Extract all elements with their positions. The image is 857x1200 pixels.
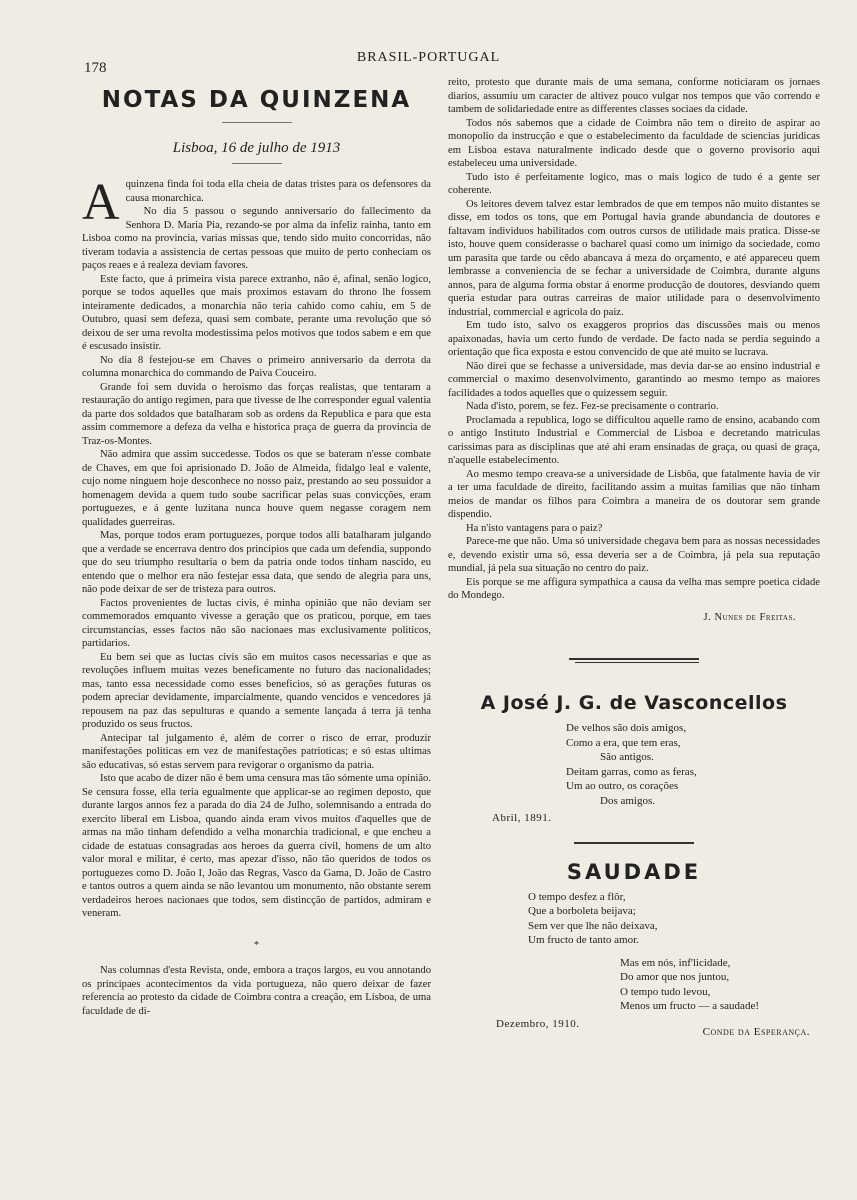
poem-line: São antigos. [600,751,654,763]
page-number: 178 [84,60,107,76]
left-column [82,82,431,1018]
article-signature: J. Nunes de Freitas. [703,611,796,623]
article-paragraph: Este facto, que á primeira vista parece extranho, não é, afinal, senão logico, porque se todos aquelles que mais proximos estavam do throno lhe fossem inteiramente dedicados, a monarchia não teria cahido como cahiu, em 5 de Outubro, quasi sem defeza, quasi sem combate, perante uma revolução que só deixou de ser uma revolta modestissima pelos motivos que todos sabem e em que é escusado insistir. [82,273,431,352]
dropcap: A [82,174,120,231]
poem-line: Do amor que nos juntou, [620,971,730,983]
article-paragraph: Parece-me que não. Uma só universidade chegava bem para as nossas necessidades e, devendo existir uma só, essa deveria ser a de Coimbra, já pela sua reputação mundial, já pela sua situação no centro do paiz. [448,536,820,574]
article-paragraph: Ha n'isto vantagens para o paiz? [466,522,603,534]
poem-line: O tempo desfez a flôr, [528,890,626,903]
poem-line: Deitam garras, como as feras, [566,765,697,778]
section-title: NOTAS DA QUINZENA [101,87,412,113]
article-paragraph: Eu bem sei que as luctas civis são em muitos casos necessarias e que as revoluções influem muitas vezes beneficamente no futuro das nacionalidades; mas, tanto essa necessidade como esses beneficios, só as gerações futuras os podem apreciar devidamente, imparcialmente, quando vencidos e vencedores já repousem na paz das sepulturas e quando a semente lançada á terra já tenha produzido os seus fructos. [82,651,431,730]
poem-line: Como a era, que tem eras, [566,736,681,749]
dateline: Lisboa, 16 de julho de 1913 [172,140,341,156]
article-paragraph: Grande foi sem duvida o heroismo das forças realistas, que tentaram a restauração do antigo regimen, para que tivesse de lhe corresponder egual valentia da parte dos soldados que batalharam sob as ordens da Republica e para que esta assim commemore a defeza da velha e historica praça de guerra da provincia de Traz-os-Montes. [82,381,431,447]
article-paragraph: Factos provenientes de luctas civis, é minha opinião que não deviam ser commemorados emquanto vivesse a geração que os praticou, porque, em taes circumstancias, esses factos não são nacionaes mas exclusivamente politicos, partidarios. [82,597,431,649]
article-paragraph: Nas columnas d'esta Revista, onde, embora a traços largos, eu vou annotando os principaes acontecimentos da vida portugueza, não quero deixar de fazer referencia ao protesto da cidade de Coimbra contra a creação, em Lisboa, de uma faculdade de di- [82,965,431,1017]
article-paragraph: reito, protesto que durante mais de uma semana, conforme noticiaram os jornaes diarios, assumiu um caracter de altivez pouco vulgar nos tempos que vão correndo e tambem de solidariedade entre as differentes classes sociaes da cidade. [448,77,820,115]
article-paragraph: Mas, porque todos eram portuguezes, porque todos alli batalharam julgando que a verdade se encerrava dentro dos principios que cada um defendia, suppondo que do seu triumpho resultaria o bem da patria onde todos tinham nascido, eu entendo que o melhor era não festejar essa data, que sendo de alegria para uns, não pode deixar de ser de tristeza para outros. [82,530,431,595]
right-column [448,76,820,1039]
poem-line: De velhos são dois amigos, [566,722,687,734]
article-paragraph: Nada d'isto, porem, se fez. Fez-se precisamente o contrario. [466,401,719,412]
poem-author: Conde da Esperança. [702,1025,810,1038]
poem-date: Abril, 1891. [492,812,552,824]
article-paragraph: Antecipar tal julgamento é, além de correr o risco de errar, produzir manifestações politicas em vez de manifestações patrioticas; e só estas ultimas são educativas, só estas servem para revigorar o organismo da patria. [82,732,431,771]
poem-title: SAUDADE [566,859,702,884]
article-paragraph [82,174,431,231]
poem-line: Mas em nós, inf'licidade, [620,956,731,969]
article-paragraph: Ao mesmo tempo creava-se a universidade de Lisbôa, que fatalmente havia de vir a ter uma faculdade de direito, facilitando assim a muitas familias que não tinham meios de mandar os filhos para Coimbra a maneira de os doutorar sem grande dispendio. [448,468,820,520]
article-paragraph: Eis porque se me affigura sympathica a causa da velha mas sempre poetica cidade do Mondego. [448,576,820,601]
poem-line: Um fructo de tanto amor. [528,934,639,946]
poem-2-stanza-1 [448,890,820,948]
poem-title: A José J. G. de Vasconcellos [480,692,788,714]
poem-footer [448,1018,820,1040]
article-paragraph: Em tudo isto, salvo os exaggeros proprios das discussões mais ou menos apaixonadas, havia um certo fundo de verdade. De facto nada se perdia seguindo a orientação que fica exposta e estou convencido de que até muito se lucrava. [448,320,820,358]
double-rule-divider [569,658,699,663]
paragraph-text: quinzena finda foi toda ella cheia de datas tristes para os defensores da causa monarchica. [125,179,431,204]
title-rule [222,122,292,123]
article-paragraph: Isto que acabo de dizer não é bem uma censura mas tão sómente uma opinião. Se censura fosse, ella teria egualmente que applicar-se ao regimen deposto, que durante largos annos fez a parada do dia 24 de Julho, solemnisando a entrada do exercito liberal em Lisboa, quando ainda eram vivos muitos d'aquelles que de armas na mão tinham defendido a velha monarchia tradicional, e que encheu a cidade de estatuas consagradas aos heroes da guerra civil, homens de um alto valor moral e militar, é certo, mas apezar d'isso, não tão queridos de todos os portuguezes como D. João I, João das Regras, Vasco da Gama, D. João de Castro e tantos outros a quem ainda se não levantou um monumento, não obstante serem verdadeiros heroes nacionaes que todos, sem distincção de partidos, admiram e veneram. [82,773,431,919]
poem-2-stanza-2 [448,956,820,1014]
article-paragraph: Proclamada a republica, logo se difficultou aquelle ramo de ensino, acabando com o antigo Instituto Industrial e Commercial de Lisboa e decretando matriculas carissimas para as disciplinas que até ahi eram ensinadas de graça, ou quasi de graça, n'aquelle estabelecimento. [448,414,820,466]
article-paragraph: Tudo isto é perfeitamente logico, mas o mais logico de tudo é a gente ser coherente. [448,171,820,196]
section-separator: * [254,939,259,951]
article-paragraph: No dia 5 passou o segundo anniversario do fallecimento da Senhora D. Maria Pia, rezando-se por alma da infeliz rainha, tanto em Lisboa como na provincia, varias missas que, tendo sido muito concorridas, não tiveram todavia a assistencia de certas pessoas que muito de perto conheciam os paços reaes e á realeza deviam favores. [82,206,431,271]
article-paragraph: No dia 8 festejou-se em Chaves o primeiro anniversario da derrota da columna monarchica do commando de Paiva Couceiro. [82,354,431,379]
poem-line: Que a borboleta beijava; [528,905,636,917]
poem-line: Sem ver que lhe não deixava, [528,919,658,932]
poem-line: Um ao outro, os corações [566,780,679,792]
poem-date: Dezembro, 1910. [496,1017,580,1030]
dateline-rule [232,163,282,164]
poem-line: Dos amigos. [600,794,655,807]
poem-1 [448,721,820,808]
article-paragraph: Não admira que assim succedesse. Todos os que se bateram n'esse combate de Chaves, em que foi aprisionado D. João de Almeida, fidalgo leal e valente, cujo nome ninguem hoje desconhece no nosso paiz, prestando ao seu possuidor a homenagem devida a quem tudo soube sacrificar pelas suas convicções, eram portuguezes, e á gente luzitana nunca houve quem negasse coragem nem qualidades guerreiras. [82,449,431,528]
running-head: BRASIL-PORTUGAL [356,50,501,65]
article-paragraph: Não direi que se fechasse a universidade, mas devia dar-se ao ensino industrial e commercial o maximo desenvolvimento, garantindo ao mesmo tempo as maiores facilidades a todos aquelles que o quizessem seguir. [448,360,820,399]
article-paragraph: Todos nós sabemos que a cidade de Coimbra não tem o direito de aspirar ao monopolio da instrucção e que o estabelecimento da faculdade de sciencias juridicas em Lisboa estava naturalmente indicado desde que o governo provisorio aqui estabeleceu uma universidade. [448,117,820,169]
poem-line: O tempo tudo levou, [620,985,711,998]
poem-line: Menos um fructo — a saudade! [620,1000,759,1012]
article-paragraph: Os leitores devem talvez estar lembrados de que em tempos não muito distantes se disse, em todos os tons, que em Portugal havia grande abundancia de doutores e faltavam individuos habilitados com outros cursos de utilidade mais pratica. Disse-se isto, houve quem considerasse o bacharel quasi como um inimigo da sociedade, como um parasita que tarde ou cêdo abancava á meza do orçamento, e até appareceu quem lembrasse a conveniencia de se fechar a universidade de Coimbra, durante alguns annos, para de alguma forma obstar á enorme producção de doutores, desviando quem queria estudar para outras carreiras de maior utilidade para o desenvolvimento industrial, commercial e agricola do paiz. [448,198,820,318]
poem-divider [574,842,694,844]
